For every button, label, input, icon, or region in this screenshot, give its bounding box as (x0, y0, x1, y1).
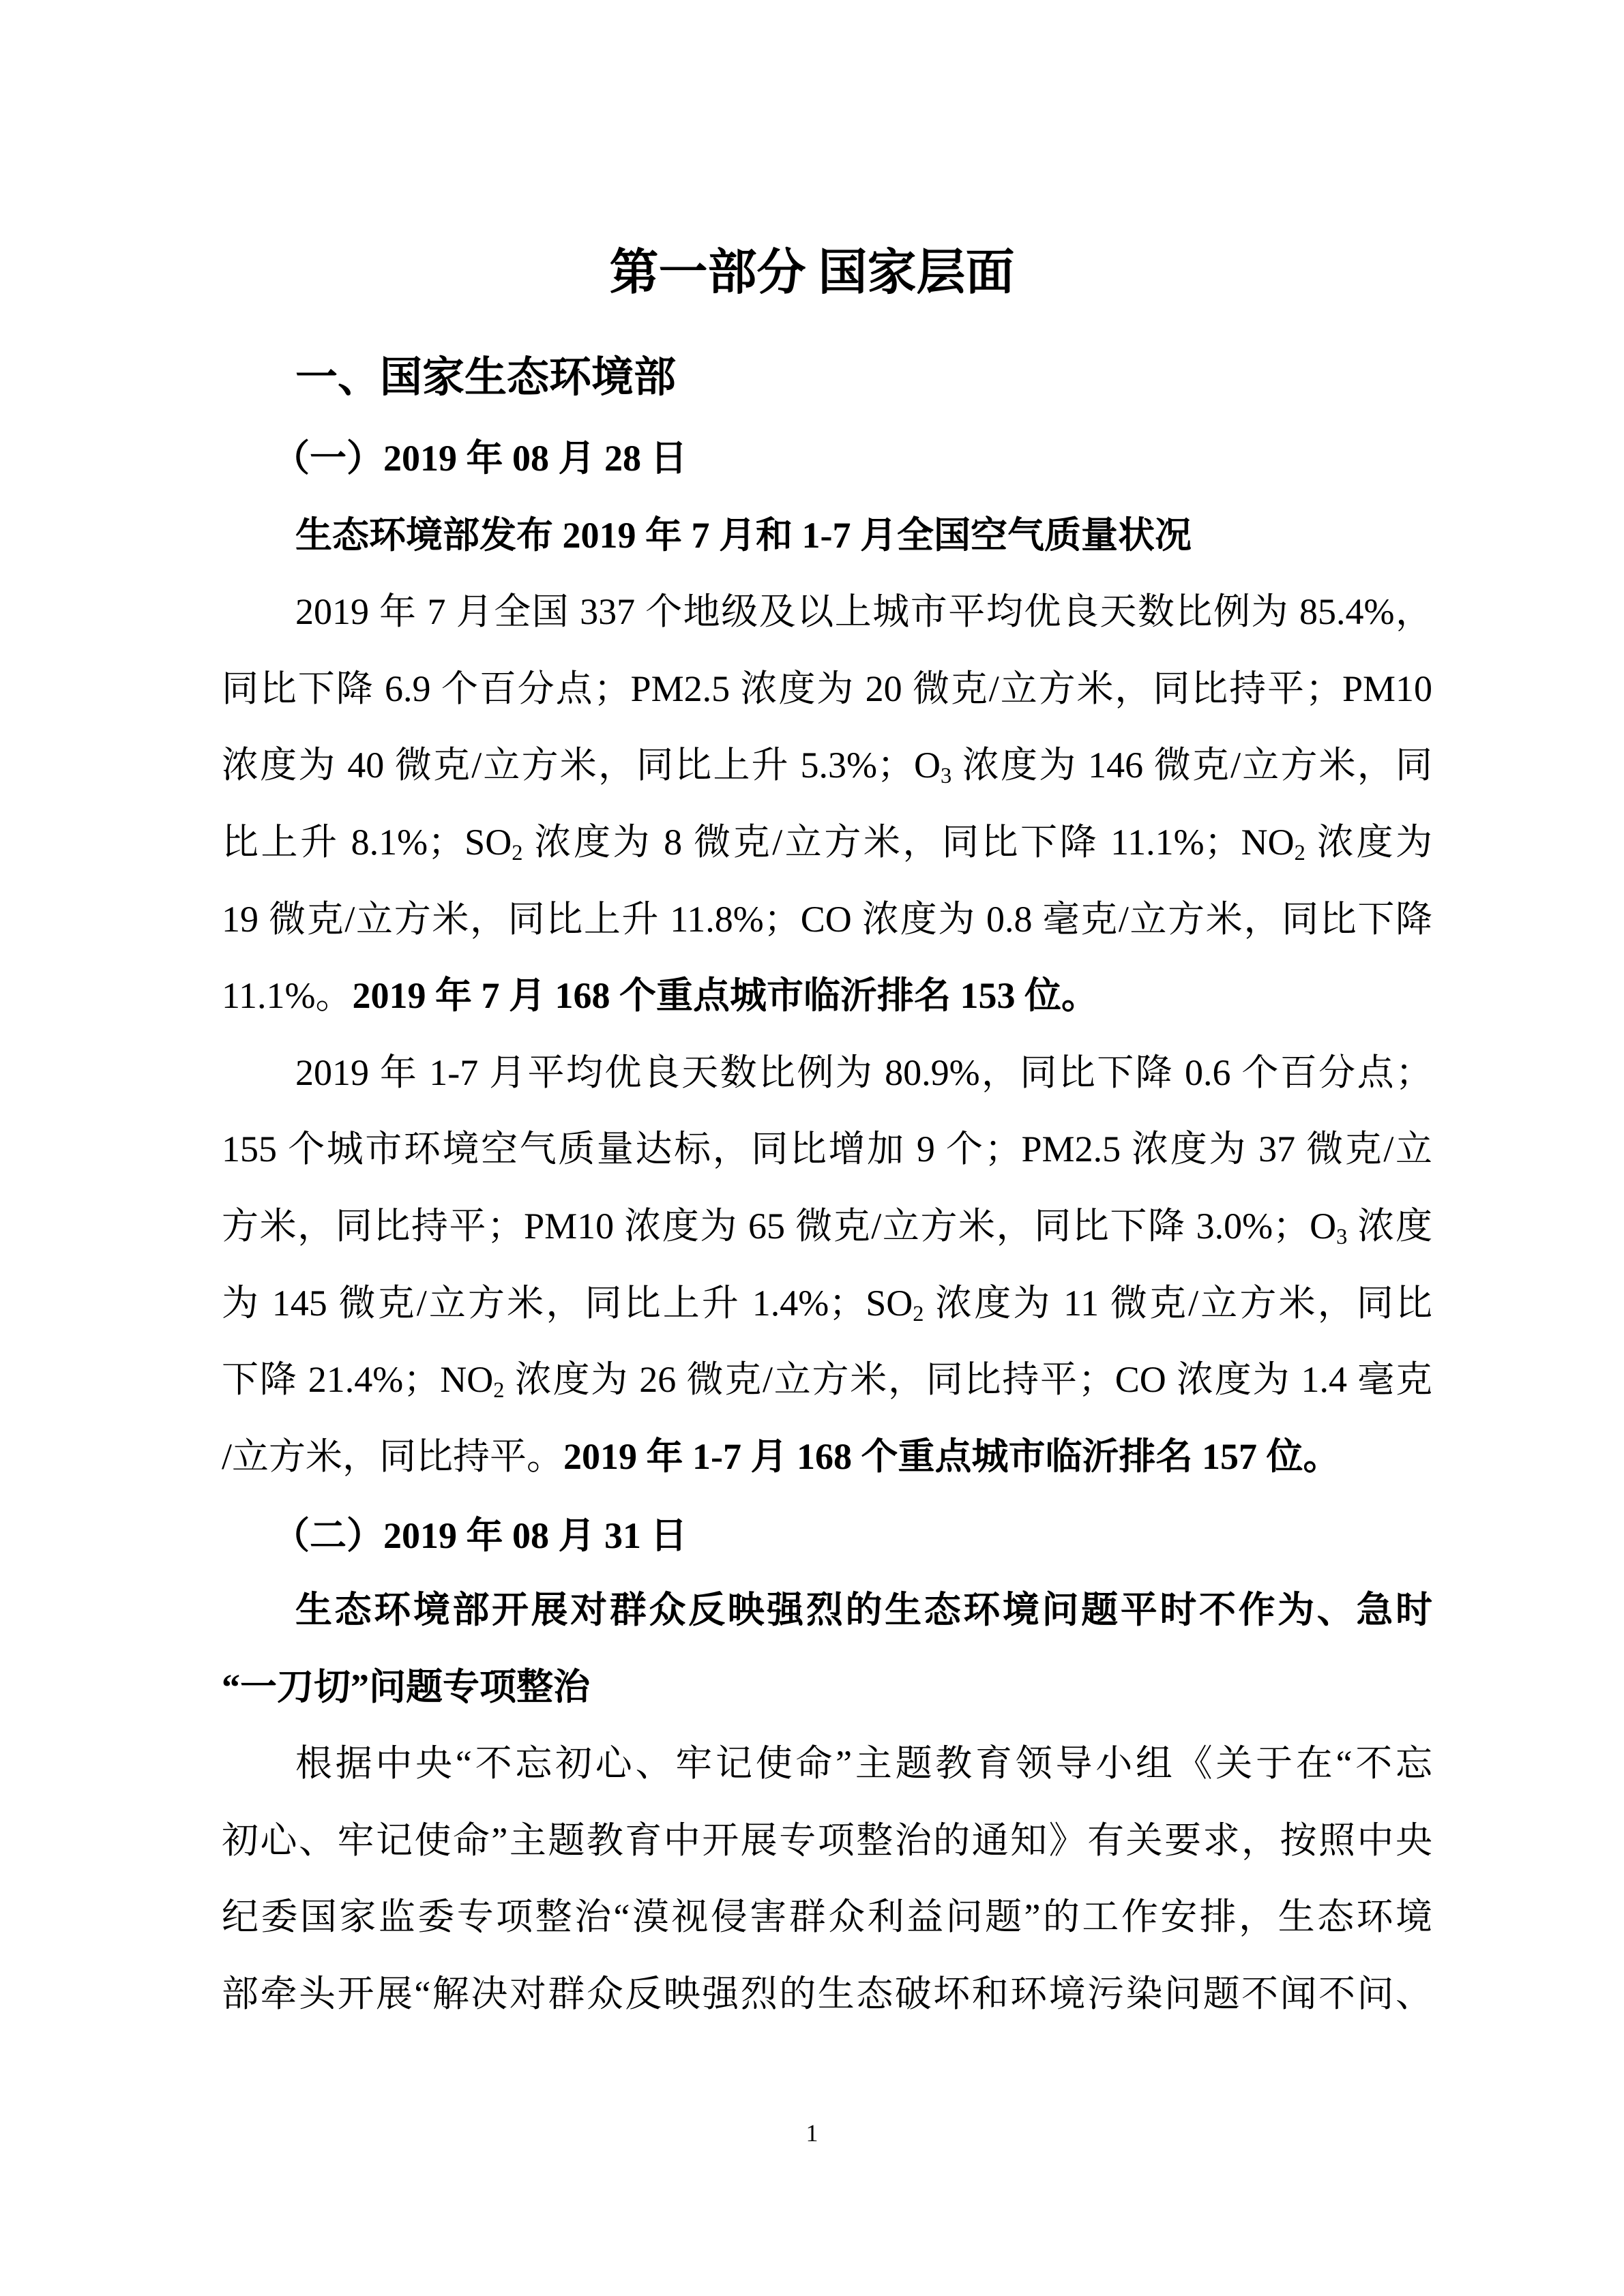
para-line (222, 1433, 1432, 1480)
text-segment: 155 个城市环境空气质量达标，同比增加 9 个；PM2.5 浓度为 37 微克/立 (222, 1129, 1432, 1170)
headline-line (295, 511, 1432, 559)
para-line (222, 895, 1432, 943)
para-line (222, 1356, 1432, 1403)
para-line (222, 1893, 1432, 1941)
page-number: 1 (806, 2119, 818, 2147)
para-line (222, 1970, 1432, 2018)
subscript: 2 (493, 1378, 505, 1403)
para-line (222, 972, 1432, 1019)
text-segment: 11.1%。 (222, 975, 353, 1017)
text-segment: （一）2019 年 08 月 28 日 (273, 438, 688, 479)
page-title: 第一部分 国家层面 (609, 245, 1015, 300)
para-line (295, 588, 1432, 636)
section-heading: 一、国家生态环境部 (295, 355, 677, 401)
text-segment: 2019 年 7 月 168 个重点城市临沂排名 153 位。 (352, 975, 1098, 1017)
text-segment: 方米，同比持平；PM10 浓度为 65 微克/立方米，同比下降 3.0%；O (222, 1206, 1337, 1247)
text-segment: 浓度为 (1305, 822, 1432, 863)
date-line (273, 434, 1410, 482)
text-segment: （二）2019 年 08 月 31 日 (273, 1515, 688, 1557)
text-segment: 比上升 8.1%；SO (222, 822, 512, 863)
text-segment: 浓度为 146 微克/立方米，同 (951, 745, 1432, 786)
text-segment: 2019 年 1-7 月平均优良天数比例为 80.9%，同比下降 0.6 个百分点； (295, 1052, 1432, 1093)
subscript: 3 (940, 764, 952, 789)
para-line (295, 1049, 1432, 1097)
text-segment: 同比下降 6.9 个百分点；PM2.5 浓度为 20 微克/立方米，同比持平；PM10 (222, 668, 1432, 709)
subscript: 2 (1294, 841, 1305, 866)
text-segment: 浓度为 26 微克/立方米，同比持平；CO 浓度为 1.4 毫克 (504, 1359, 1432, 1401)
para-line (222, 665, 1432, 713)
text-segment: 下降 21.4%；NO (222, 1359, 494, 1401)
text-segment: 纪委国家监委专项整治“漠视侵害群众利益问题”的工作安排，生态环境 (222, 1896, 1432, 1938)
text-segment: 2019 年 1-7 月 168 个重点城市临沂排名 157 位。 (563, 1435, 1340, 1477)
para-line (222, 1279, 1432, 1327)
text-segment: 生态环境部开展对群众反映强烈的生态环境问题平时不作为、急时 (295, 1590, 1432, 1630)
text-segment: 部牵头开展“解决对群众反映强烈的生态破坏和环境污染问题不闻不问、 (222, 1973, 1432, 2014)
text-segment: /立方米，同比持平。 (222, 1435, 564, 1477)
para-line (222, 1202, 1432, 1250)
text-segment: 根据中央“不忘初心、牢记使命”主题教育领导小组《关于在“不忘 (295, 1743, 1432, 1785)
text-segment: 生态环境部发布 2019 年 7 月和 1-7 月全国空气质量状况 (295, 514, 1192, 556)
text-segment: 2019 年 7 月全国 337 个地级及以上城市平均优良天数比例为 85.4%， (295, 591, 1432, 633)
text-segment: 浓度为 8 微克/立方米，同比下降 11.1%；NO (522, 822, 1295, 863)
text-segment: 为 145 微克/立方米，同比上升 1.4%；SO (222, 1282, 913, 1324)
text-segment: 浓度为 40 微克/立方米，同比上升 5.3%；O (222, 745, 941, 786)
para-line (295, 1740, 1432, 1787)
headline-line (295, 1586, 1432, 1634)
headline-line (222, 1663, 1432, 1711)
text-segment: “一刀切”问题专项整治 (222, 1666, 590, 1708)
text-segment: 初心、牢记使命”主题教育中开展专项整治的通知》有关要求，按照中央 (222, 1819, 1432, 1861)
para-line (222, 818, 1432, 866)
para-line (222, 1817, 1432, 1864)
subscript: 2 (512, 841, 523, 866)
text-segment: 浓度为 11 微克/立方米，同比 (924, 1282, 1433, 1324)
date-line (273, 1512, 1410, 1560)
subscript: 3 (1336, 1225, 1348, 1250)
text-segment: 19 微克/立方米，同比上升 11.8%；CO 浓度为 0.8 毫克/立方米，同比下降 (222, 898, 1432, 940)
para-line (222, 741, 1432, 789)
subscript: 2 (913, 1301, 924, 1326)
text-segment: 浓度 (1347, 1206, 1432, 1247)
para-line (222, 1125, 1432, 1173)
